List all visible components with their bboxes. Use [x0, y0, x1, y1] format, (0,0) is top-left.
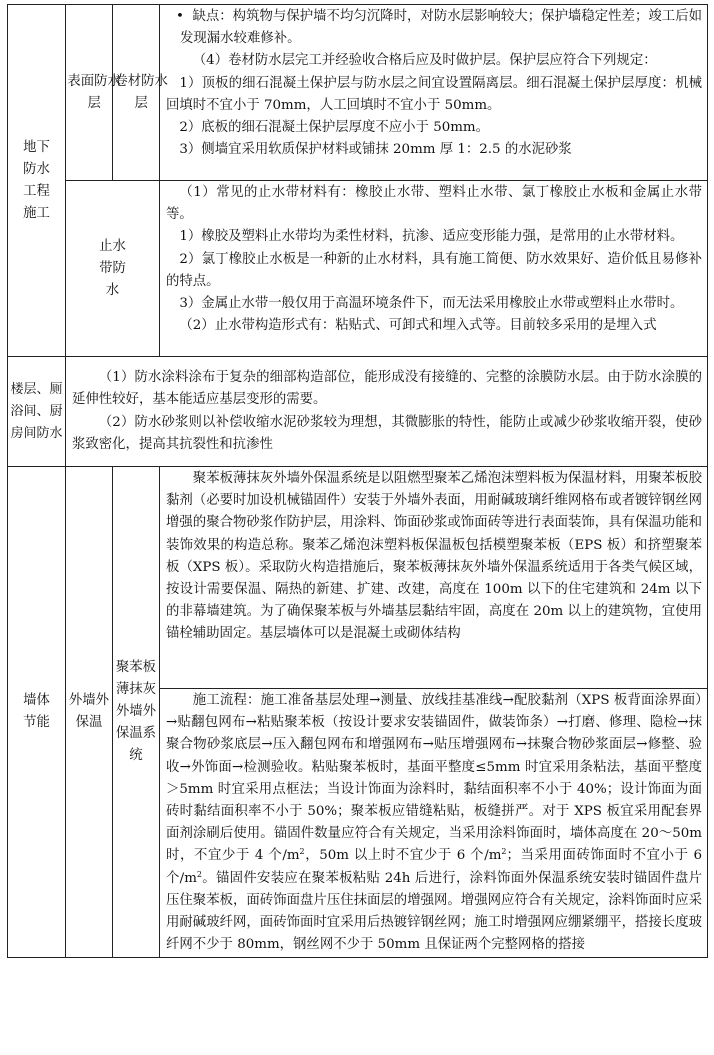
category-label: 地下防水工程施工 [23, 139, 50, 221]
row-floor-waterproofing [8, 357, 708, 467]
row-waterstop [8, 181, 708, 357]
floor-waterproofing-content [66, 357, 708, 467]
membrane-content [160, 5, 708, 181]
bullet-dot-icon: • [176, 9, 193, 24]
paragraph: 3）侧墙宜采用软质保护材料或铺抹 20mm 厚 1：2.5 的水泥砂浆 [179, 142, 572, 158]
construction-table [7, 4, 708, 958]
paragraph: （1）常见的止水带材料有：橡胶止水带、塑料止水带、氯丁橡胶止水板和金属止水带等。 [166, 185, 702, 223]
category-wall-energy-saving: 墙体节能 [8, 467, 66, 958]
paragraph: （4）卷材防水层完工并经验收合格后应及时做护层。保护层应符合下列规定： [192, 53, 657, 69]
subcategory-surface-layer: 表面防水层 [66, 5, 113, 181]
category-underground-waterproofing [8, 5, 66, 357]
paragraph: 2）氯丁橡胶止水板是一种新的止水材料，具有施工简便、防水效果好、造价低且易修补的特点。 [166, 251, 702, 289]
subcategory-external-insulation: 外墙外保温 [66, 467, 113, 958]
waterstop-content [160, 181, 708, 357]
paragraph: （2）止水带构造形式有：粘贴式、可卸式和埋入式等。目前较多采用的是埋入式 [179, 318, 657, 334]
subcategory-eps-system: 聚苯板薄抹灰外墙外保温系统 [113, 467, 160, 958]
paragraph: 2）底板的细石混凝土保护层厚度不应小于 50mm。 [179, 120, 490, 136]
row-membrane [8, 5, 708, 181]
paragraph: 1）顶板的细石混凝土保护层与防水层之间宜设置隔离层。细石混凝土保护层厚度：机械回填时不宜小于 70mm，人工回填时不宜小于 50mm。 [166, 75, 702, 113]
paragraph: （1）防水涂料涂布于复杂的细部构造部位，能形成没有接缝的、完整的涂膜防水层。由于防水涂膜的延伸性较好，基本能适应基层变形的需要。 [72, 370, 702, 408]
category-floor-bathroom-kitchen: 楼层、厕浴间、厨房间防水 [8, 357, 66, 467]
paragraph: 聚苯板薄抹灰外墙外保温系统是以阻燃型聚苯乙烯泡沫塑料板为保温材料，用聚苯板胶黏剂（必要时加设机械锚固件）安装于外墙外表面，用耐碱玻璃纤维网格布或者镀锌钢丝网增强的聚合物砂浆作防护层，用涂料、饰面砂浆或饰面砖等进行表面装饰，具有保温功能和装饰效果的构造总称。聚苯乙烯泡沫塑料板保温板包括模塑聚苯板（EPS 板）和挤塑聚苯板（XPS 板）。采取防火构造措施后，聚苯板薄抹灰外墙外保温系统适用于各类气候区域，按设计需要保温、隔热的新建、扩建、改建，高度在 100m 以下的住宅建筑和 24m 以下的非幕墙建筑。为了确保聚苯板与外墙基层黏结牢固，高度在 20m 以上的建筑物，宜使用锚栓辅助固定。基层墙体可以是混凝土或砌体结构 [166, 471, 702, 642]
subcategory-membrane-layer: 卷材防水层 [113, 5, 160, 181]
paragraph: 1）橡胶及塑料止水带均为柔性材料，抗渗、适应变形能力强，是常用的止水带材料。 [179, 229, 684, 245]
paragraph: 3）金属止水带一般仅用于高温环境条件下，而无法采用橡胶止水带或塑料止水带时。 [179, 296, 684, 312]
row-eps-description [8, 467, 708, 689]
paragraph: （2）防水砂浆则以补偿收缩水泥砂浆较为理想，其微膨胀的特性，能防止或减少砂浆收缩开裂，使砂浆致密化，提高其抗裂性和抗渗性 [72, 414, 702, 452]
eps-process-content [160, 689, 708, 958]
bullet-disadvantage: • 缺点：构筑物与保护墙不均匀沉降时，对防水层影响较大；保护墙稳定性差；竣工后如发现漏水较难修补。 [176, 9, 702, 47]
paragraph-process: 施工流程：施工准备基层处理→测量、放线挂基准线→配胶黏剂（XPS 板背面涂界面）→贴翻包网布→粘贴聚苯板（按设计要求安装锚固件，做装饰条）→打磨、修理、隐检→抹聚合物砂浆底层→压入翻包网布和增强网布→贴压增强网布→抹聚合物砂浆面层→修整、验收→外饰面→检测验收。粘贴聚苯板时，基面平整度≤5mm 时宜采用条粘法，基面平整度＞5mm 时宜采用点框法；当设计饰面为涂料时，黏结面积率不小于 40%；设计饰面为面砖时黏结面积率不小于 50%；聚苯板应错缝粘贴，板缝拼严。对于 XPS 板宜采用配套界面剂涂刷后使用。锚固件数量应符合有关规定，当采用涂料饰面时，墙体高度在 20～50m 时，不宜少于 4 个$/m^2$，50m 以上时不宜少于 6 个$/m^2$；当采用面砖饰面时不宜小于 6 个$/m^2$。锚固件安装应在聚苯板粘贴 24h 后进行，涂料饰面外保温系统安装时锚固件盘片压住聚苯板，面砖饰面盘片压住抹面层的增强网。增强网应符合有关规定，涂料饰面时应采用耐碱玻纤网，面砖饰面时宜采用后热镀锌钢丝网；施工时增强网应绷紧绷平，搭接长度玻纤网不少于 80mm，钢丝网不少于 50mm 且保证两个完整网格的搭接 [166, 693, 702, 953]
subcategory-waterstop: 止水带防水 [66, 181, 160, 357]
eps-description-content [160, 467, 708, 689]
